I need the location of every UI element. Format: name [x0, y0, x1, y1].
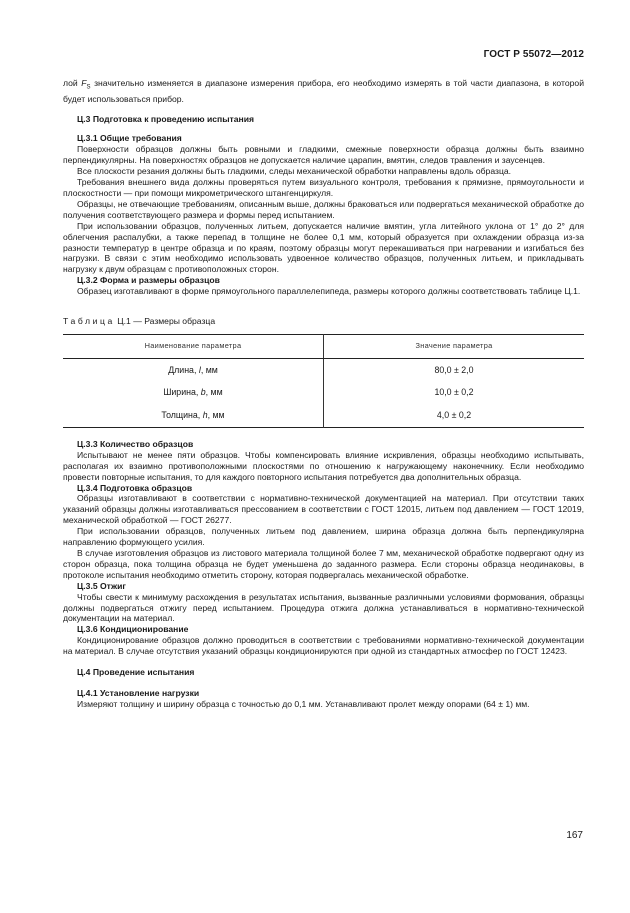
- table-row: [63, 381, 584, 404]
- param-cell: [63, 381, 324, 404]
- value-cell: 10,0 ± 0,2: [324, 381, 585, 404]
- table-header-row: [63, 334, 584, 358]
- subsection-heading: Ц.3.5 Отжиг: [77, 580, 126, 591]
- param-name: Длина,: [168, 364, 197, 375]
- paragraph: Поверхности образцов должны быть ровными и гладкими, смежные поверхности образца должны быть взаимно перпендикулярны. На поверхностях образцов не допускается наличие царапин, вмятин, следов травления и заусенцев.: [63, 144, 584, 166]
- subsection-heading: Ц.3.3 Количество образцов: [77, 438, 194, 449]
- intro-text: значительно изменяется в диапазоне измерения прибора, его необходимо измерять в той части диапазона, в которой будет использоваться прибор.: [63, 78, 584, 104]
- dimensions-table: [63, 334, 584, 428]
- table-caption-title: Ц.1 — Размеры образца: [117, 316, 216, 327]
- paragraph: В случае изготовления образцов из листового материала толщиной более 7 мм, механической обработке подвергают одну из сторон образца, пока толщина образца не будет уменьшена до заданного размера. Если стороны образца неодинаковы, в протоколе испытания необходимо отметить сторону, которая подвергалась механической обработке.: [63, 548, 584, 580]
- param-unit: , мм: [205, 387, 223, 398]
- param-cell: [63, 404, 324, 427]
- subsection-heading: Ц.3.1 Общие требования: [77, 133, 182, 144]
- paragraph: Требования внешнего вида должны проверяться путем визуального контроля, требования к прямизне, прямоугольности и плоскостности — при помощи микрометрического штангенциркуля.: [63, 177, 584, 198]
- column-header-param: Наименование параметра: [63, 334, 324, 358]
- subsection-heading: Ц.3.2 Форма и размеры образцов: [77, 275, 220, 286]
- paragraph: При использовании образцов, полученных литьем, допускается наличие вмятин, угла литейного уклона от 1° до 2° для облегчения распалубки, а также перепад в толщине не более 0,1 мм, который образуется при охлаждении образца из-за разности температур в центре образца и по краям, поэтому образцы могут перекашиваться при нагревании и изгибаться без нагрузки. В связи с этим необходимо использовать удвоенное количество образцов, полученных литьем, и прикладывать нагрузку к двум образцам с противоположных сторон.: [63, 220, 584, 275]
- value-cell: 80,0 ± 2,0: [324, 358, 585, 381]
- param-symbol: b: [200, 387, 206, 398]
- standard-header: ГОСТ Р 55072—2012: [483, 49, 584, 60]
- table-row: [63, 404, 584, 427]
- paragraph: Испытывают не менее пяти образцов. Чтобы компенсировать влияние искривления, образцы необходимо испытывать, располагая их взаимно противоположными плоскостями по отношению к нагружающему наконечнику. Если необходимо провести повторные испытания, то для каждого повторного испытания потребуется два дополнительных образца.: [63, 449, 584, 482]
- subsection-heading: Ц.4.1 Установление нагрузки: [77, 687, 200, 698]
- paragraph: Кондиционирование образцов должно проводиться в соответствии с требованиями нормативно-технической документации на материал. В случае отсутствия указаний образцы кондиционируются при одной из стандартных атмосфер по ГОСТ 12423.: [63, 635, 584, 657]
- paragraph: Измеряют толщину и ширину образца с точностью до 0,1 мм. Устанавливают пролет между опорами (64 ± 1) мм.: [77, 698, 530, 709]
- param-cell: [63, 358, 324, 381]
- section-heading: Ц.3 Подготовка к проведению испытания: [77, 113, 255, 124]
- intro-subscript: S: [86, 84, 91, 91]
- intro-paragraph: [63, 78, 584, 105]
- section-heading: Ц.4 Проведение испытания: [77, 667, 195, 678]
- table-caption-label: Таблица: [63, 316, 115, 327]
- subsection-heading: Ц.3.4 Подготовка образцов: [77, 482, 193, 493]
- subsection-heading: Ц.3.6 Кондиционирование: [77, 624, 189, 635]
- column-header-value: Значение параметра: [324, 334, 585, 358]
- table-row: [63, 358, 584, 381]
- value-cell: 4,0 ± 0,2: [324, 404, 585, 427]
- intro-symbol: F: [81, 78, 87, 88]
- param-unit: , мм: [200, 364, 218, 375]
- table-caption: [63, 316, 584, 327]
- paragraph: Чтобы свести к минимуму расхождения в результатах испытания, вызванные различными условиями формования, образцы должны подвергаться отжигу перед испытанием. Процедура отжига должна устанавливаться в нормативно-технической документации на материал.: [63, 591, 584, 624]
- paragraph: Образец изготавливают в форме прямоугольного параллелепипеда, размеры которого должны соответствовать таблице Ц.1.: [77, 286, 581, 297]
- param-name: Ширина,: [163, 387, 199, 398]
- param-symbol: l: [198, 364, 201, 375]
- document-body: [63, 78, 584, 710]
- paragraph: Образцы изготавливают в соответствии с нормативно-технической документацией на материал. При отсутствии таких указаний образцы должны изготавливаться прессованием в соответствии с ГОСТ 12015, литьем под давлением — ГОСТ 12019, механической обработкой — ГОСТ 26277.: [63, 493, 584, 526]
- paragraph: Образцы, не отвечающие требованиям, описанным выше, должны браковаться или подвергаться механической обработке до получения соответствующего размера и формы перед испытанием.: [63, 198, 584, 220]
- param-symbol: h: [202, 410, 208, 421]
- page-number: 167: [566, 830, 583, 841]
- param-unit: , мм: [207, 410, 225, 421]
- intro-lead: лой: [63, 78, 78, 88]
- paragraph: Все плоскости резания должны быть гладкими, следы механической обработки направлены вдоль образца.: [77, 166, 512, 177]
- param-name: Толщина,: [161, 410, 201, 421]
- paragraph: При использовании образцов, полученных литьем под давлением, ширина образца должна быть перпендикулярна направлению формующего усилия.: [63, 526, 584, 548]
